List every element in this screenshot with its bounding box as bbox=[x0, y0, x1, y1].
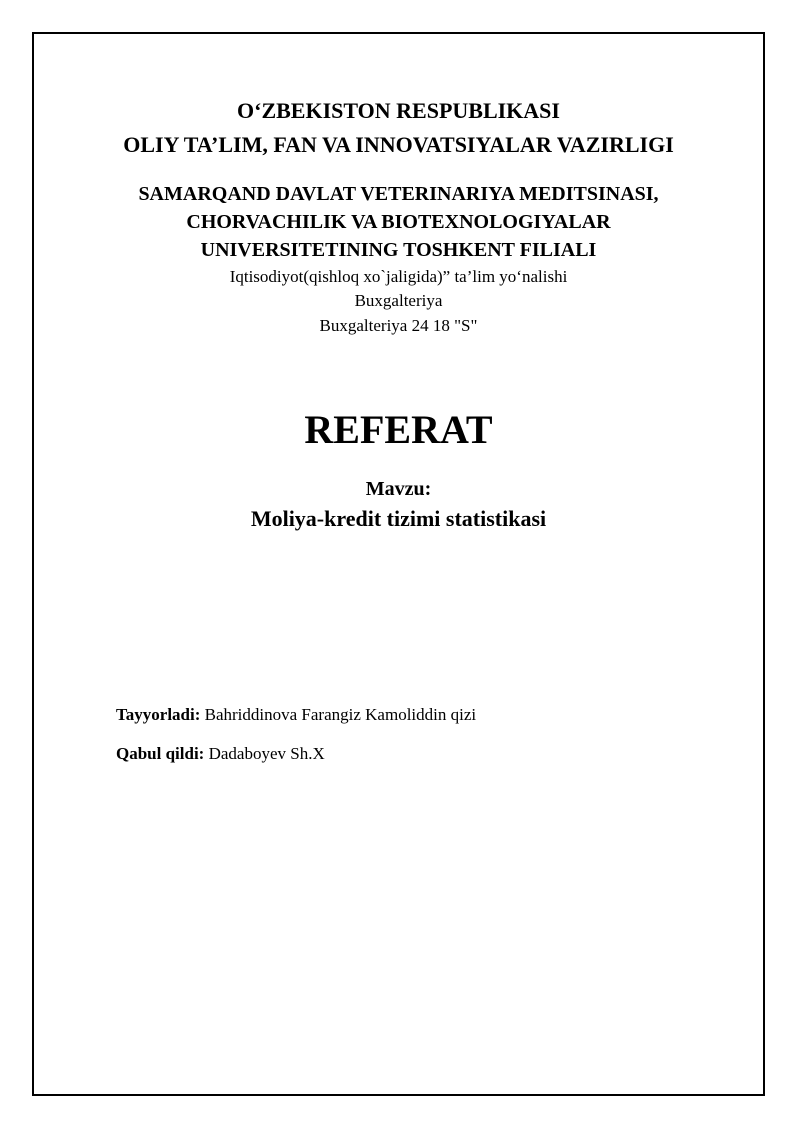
direction-text: Iqtisodiyot(qishloq xo`jaligida)” ta’lim yo‘nalishi bbox=[229, 267, 568, 286]
ministry-line: OLIY TA’LIM, FAN VA INNOVATSIYALAR VAZIRLIGI bbox=[123, 132, 674, 157]
prepared-by bbox=[116, 706, 476, 723]
university-line-2: CHORVACHILIK VA BIOTEXNOLOGIYALAR bbox=[186, 211, 611, 233]
accepted-by bbox=[116, 745, 325, 762]
topic-text: Moliya-kredit tizimi statistikasi bbox=[250, 506, 547, 531]
prepared-name: Bahriddinova Farangiz Kamoliddin qizi bbox=[204, 705, 477, 724]
university-line-3: UNIVERSITETINING TOSHKENT FILIALI bbox=[200, 239, 597, 261]
topic-label: Mavzu: bbox=[365, 478, 432, 500]
group-text: Buxgalteriya 24 18 "S" bbox=[319, 316, 478, 335]
document-title: REFERAT bbox=[304, 407, 493, 452]
prepared-label: Tayyorladi: bbox=[116, 705, 201, 724]
department-text: Buxgalteriya bbox=[354, 291, 443, 310]
university-line-1: SAMARQAND DAVLAT VETERINARIYA MEDITSINASI, bbox=[138, 183, 659, 205]
accepted-label: Qabul qildi: bbox=[116, 744, 205, 763]
country-line-1: O‘ZBEKISTON RESPUBLIKASI bbox=[237, 98, 560, 123]
accepted-name: Dadaboyev Sh.X bbox=[208, 744, 325, 763]
